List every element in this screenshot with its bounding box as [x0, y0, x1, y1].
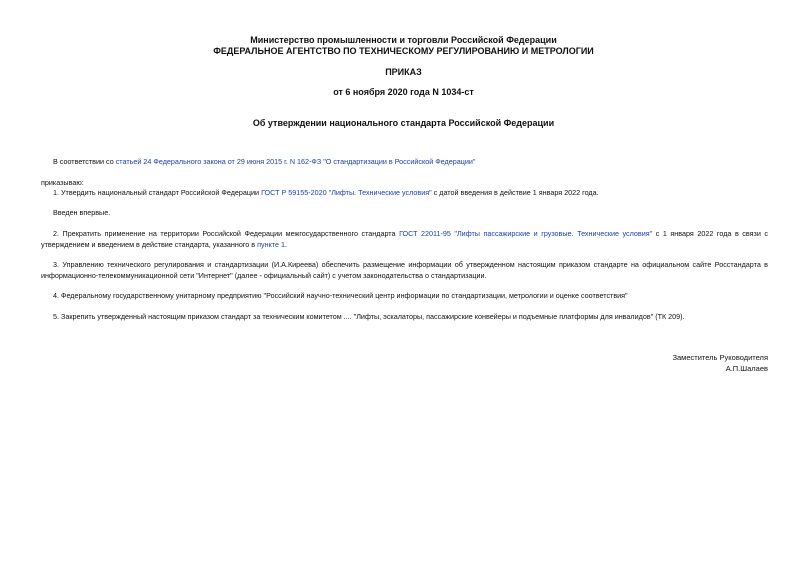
gost-22011-link[interactable]: ГОСТ 22011-95 "Лифты пассажирские и грузовые. Технические условия"	[399, 229, 653, 238]
gost-r-59155-link[interactable]: ГОСТ Р 59155-2020 "Лифты. Технические условия"	[261, 188, 432, 197]
item-1-paragraph	[41, 187, 768, 198]
order-type-heading: ПРИКАЗ	[385, 67, 422, 77]
item-1-note: Введен впервые.	[53, 208, 111, 217]
signatory-position: Заместитель Руководителя	[672, 353, 768, 362]
agency-heading: ФЕДЕРАЛЬНОЕ АГЕНТСТВО ПО ТЕХНИЧЕСКОМУ РЕГУЛИРОВАНИЮ И МЕТРОЛОГИИ	[213, 46, 594, 56]
item-2-suffix: .	[285, 240, 287, 249]
item-3-paragraph: 3. Управлению технического регулирования и стандартизации (И.А.Киреева) обеспечить размещение информации об утвержденном настоящим приказом стандарте на официальном сайте Росстандарта в информационно-телекоммуникационной сети "Интернет" (далее - официальный сайт) с учетом законодательства о стандартизации.	[41, 260, 768, 280]
item-2-middle: с 1 января 2022 года в связи с утверждением и введением в действие стандарта, указанного в	[41, 229, 768, 249]
item-5-paragraph: 5. Закрепить утвержденный настоящим приказом стандарт за техническим комитетом .... "Лифты, эскалаторы, пассажирские конвейеры и подъемные платформы для инвалидов" (ТК 209).	[53, 312, 685, 321]
law-article-link[interactable]: статьей 24 Федерального закона от 29 июня 2015 г. N 162-ФЗ "О стандартизации в Российской Федерации"	[115, 157, 476, 166]
order-word: приказываю:	[41, 178, 84, 187]
order-date-number: от 6 ноября 2020 года N 1034-ст	[333, 87, 474, 97]
preamble-paragraph	[41, 156, 768, 167]
item-2-paragraph	[41, 228, 768, 250]
signatory-name: А.П.Шалаев	[725, 364, 768, 373]
item-2-prefix: 2. Прекратить применение на территории Российской Федерации межгосударственного стандарта	[53, 229, 400, 238]
item-1-suffix: с датой введения в действие 1 января 2022 года.	[431, 188, 599, 197]
item-1-reference-link[interactable]: пункте 1	[257, 240, 285, 249]
order-subject: Об утверждении национального стандарта Российской Федерации	[252, 118, 555, 128]
item-1-prefix: 1. Утвердить национальный стандарт Российской Федерации	[53, 188, 262, 197]
ministry-heading: Министерство промышленности и торговли Российской Федерации	[250, 35, 557, 45]
preamble-prefix: В соответствии со	[53, 157, 116, 166]
item-4-paragraph: 4. Федеральному государственному унитарному предприятию "Российский научно-технический центр информации по стандартизации, метрологии и оценке соответствия"	[53, 291, 628, 300]
